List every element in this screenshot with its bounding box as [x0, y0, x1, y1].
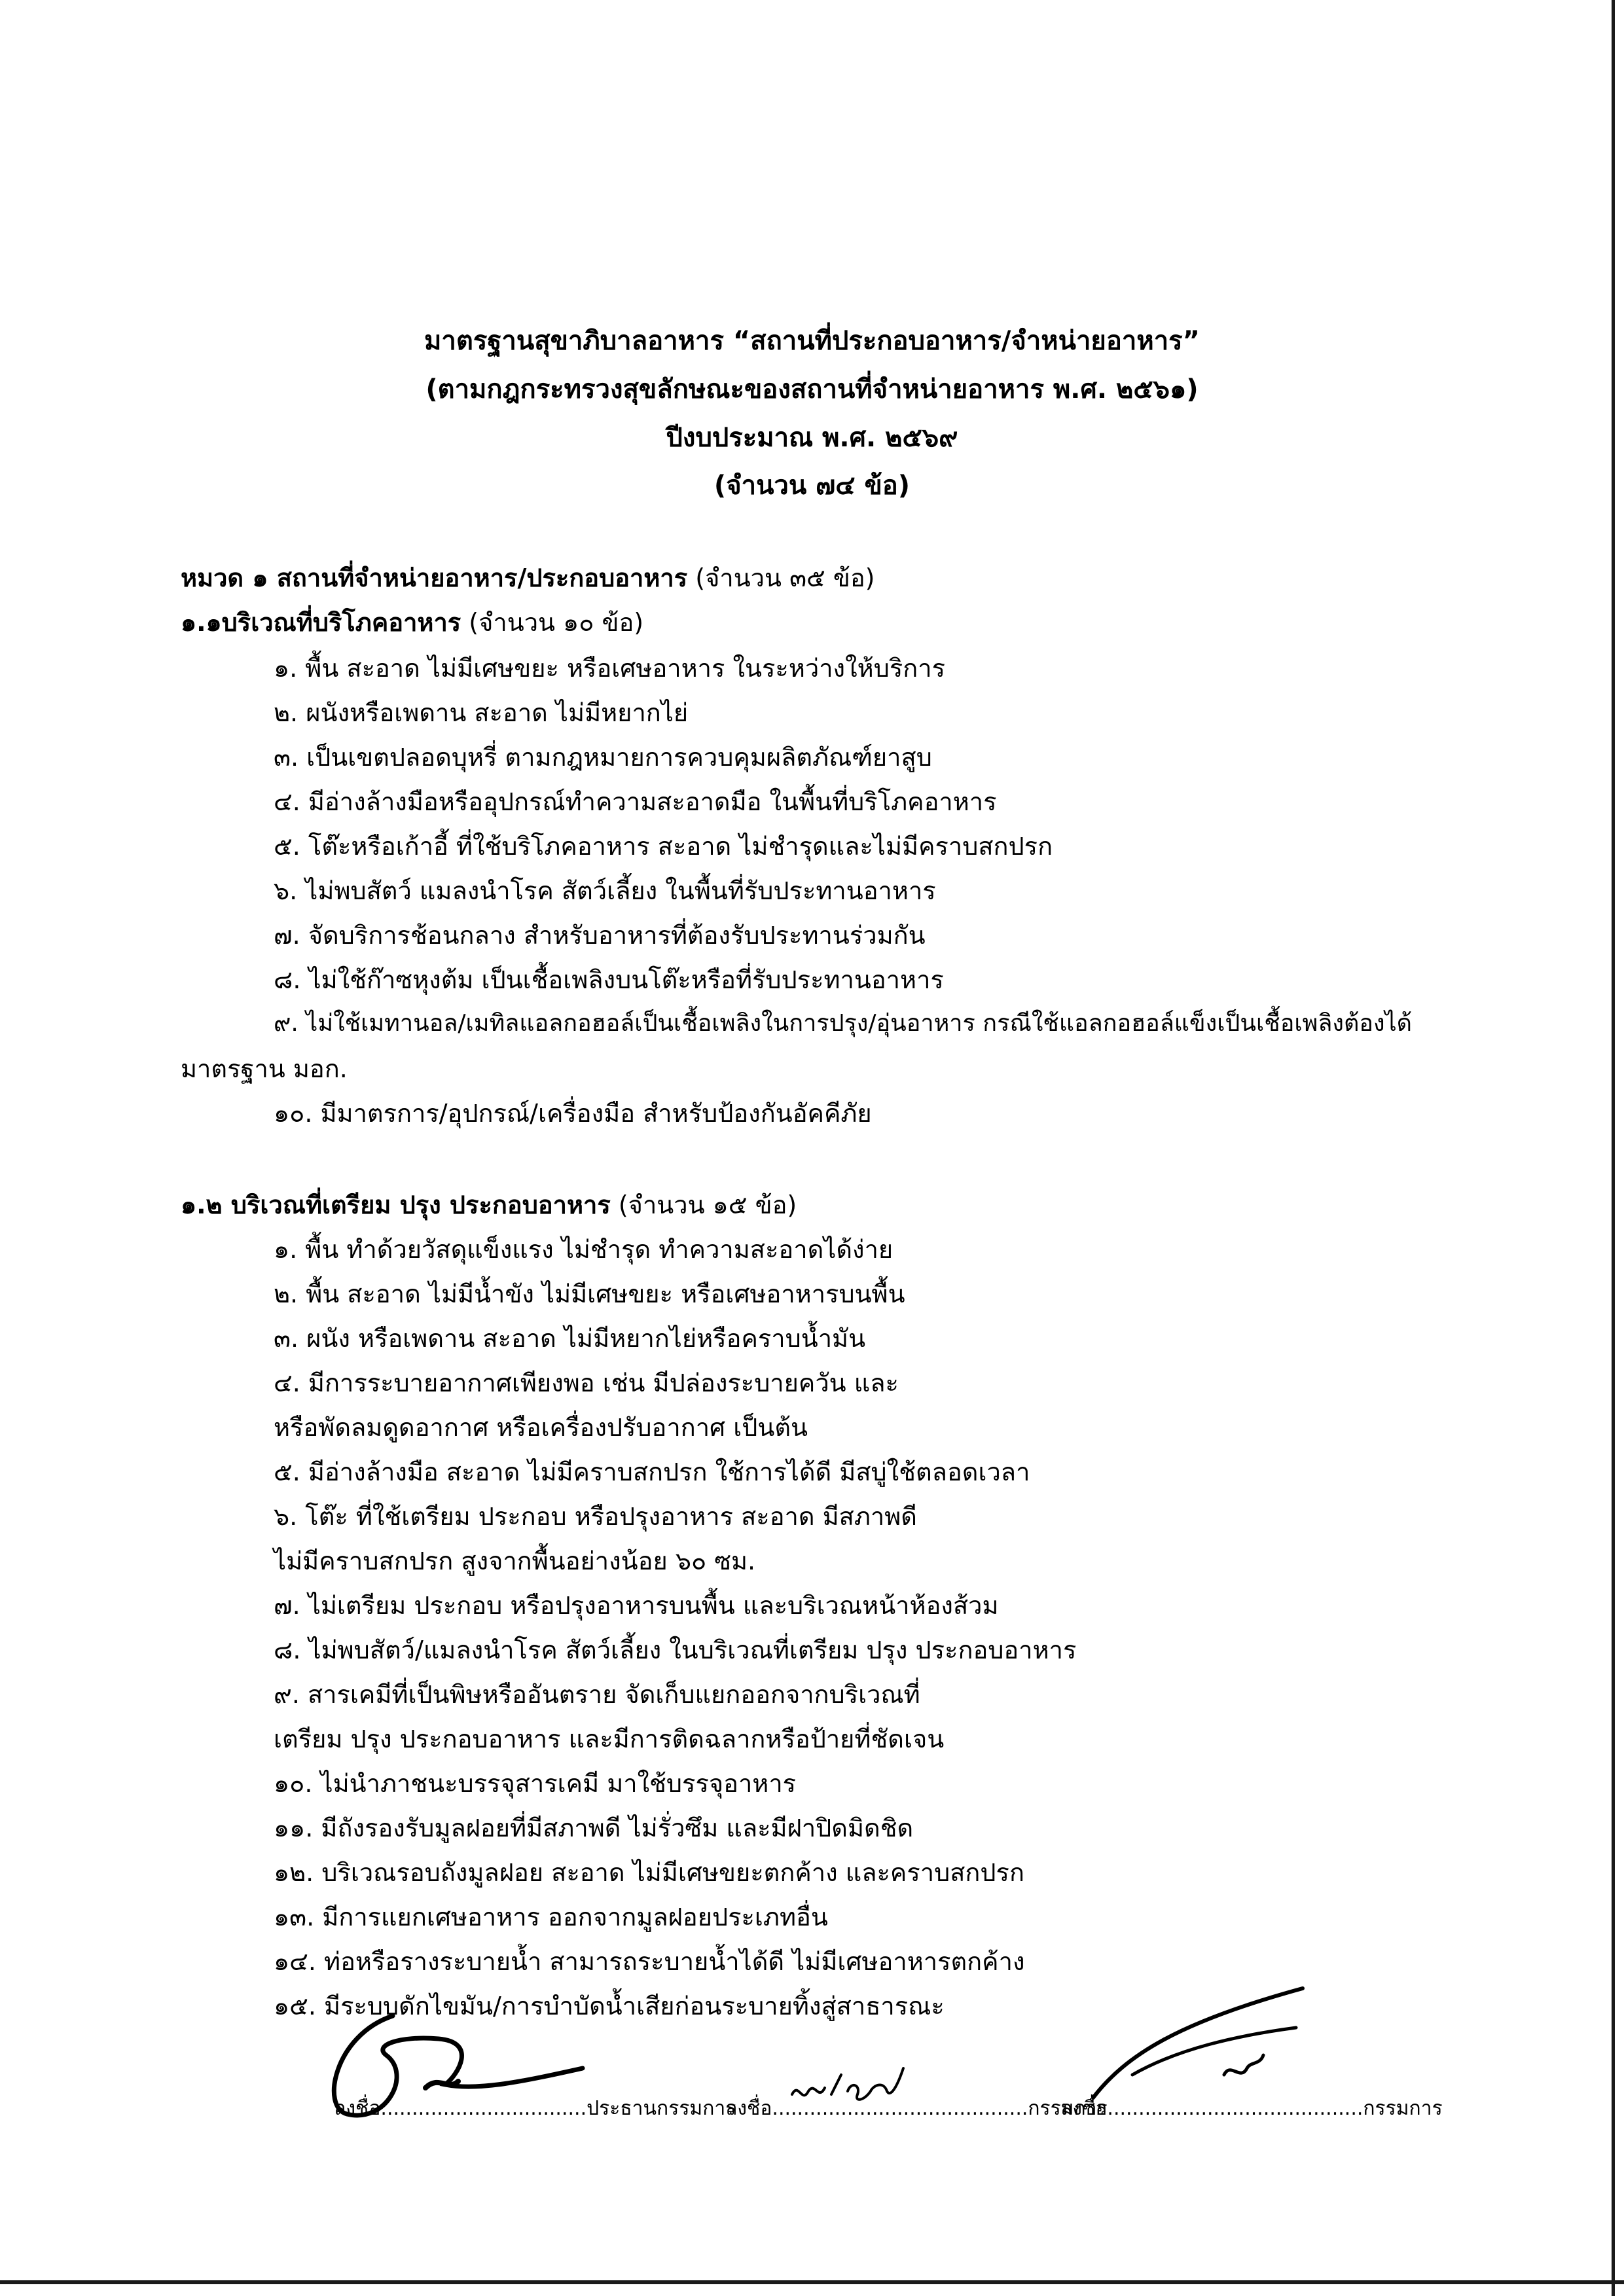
- section-label: ๑.๒ บริเวณที่เตรียม ปรุง ประกอบอาหาร: [181, 1191, 611, 1219]
- list-item: ๗. ไม่เตรียม ประกอบ หรือปรุงอาหารบนพื้น และบริเวณหน้าห้องส้วม: [274, 1591, 999, 1620]
- section-count: (จำนวน ๑๕ ข้อ): [610, 1191, 797, 1219]
- signature-member-2: ลงชื่อ.........................................กรรมการ: [1060, 2097, 1443, 2120]
- list-item: ๑๓. มีการแยกเศษอาหาร ออกจากมูลฝอยประเภทอื่น: [274, 1903, 828, 1931]
- item-total: (จำนวน ๗๔ ข้อ): [713, 471, 911, 501]
- list-item: ๙. สารเคมีที่เป็นพิษหรืออันตราย จัดเก็บแยกออกจากบริเวณที่: [274, 1680, 920, 1709]
- list-item: ๑๐. ไม่นำภาชนะบรรจุสารเคมี มาใช้บรรจุอาหาร: [274, 1769, 797, 1798]
- category-label: หมวด ๑ สถานที่จำหน่ายอาหาร/ประกอบอาหาร: [181, 564, 688, 592]
- list-item-continuation: เตรียม ปรุง ประกอบอาหาร และมีการติดฉลากหรือป้ายที่ชัดเจน: [274, 1725, 945, 1753]
- section-label: ๑.๑บริเวณที่บริโภคอาหาร: [181, 608, 461, 637]
- category-count: (จำนวน ๓๕ ข้อ): [687, 564, 875, 592]
- list-item: ๗. จัดบริการช้อนกลาง สำหรับอาหารที่ต้องรับประทานร่วมกัน: [274, 921, 926, 950]
- document-title: มาตรฐานสุขาภิบาลอาหาร “สถานที่ประกอบอาหาร/จำหน่ายอาหาร”: [424, 326, 1200, 356]
- page-edge-bottom: [0, 2280, 1624, 2284]
- signature-member-1: ลงชื่อ.........................................กรรมการ: [725, 2097, 1108, 2120]
- section-count: (จำนวน ๑๐ ข้อ): [461, 608, 644, 637]
- fiscal-year: ปีงบประมาณ พ.ศ. ๒๕๖๙: [666, 423, 958, 453]
- list-item-continuation: หรือพัดลมดูดอากาศ หรือเครื่องปรับอากาศ เป็นต้น: [274, 1413, 808, 1442]
- list-item: ๖. ไม่พบสัตว์ แมลงนำโรค สัตว์เลี้ยง ในพื้นที่รับประทานอาหาร: [274, 876, 936, 905]
- category-heading: [181, 558, 875, 598]
- list-item: ๖. โต๊ะ ที่ใช้เตรียม ประกอบ หรือปรุงอาหาร สะอาด มีสภาพดี: [274, 1502, 917, 1531]
- list-item: ๑๐. มีมาตรการ/อุปกรณ์/เครื่องมือ สำหรับป้องกันอัคคีภัย: [274, 1099, 872, 1128]
- list-item: ๘. ไม่พบสัตว์/แมลงนำโรค สัตว์เลี้ยง ในบริเวณที่เตรียม ปรุง ประกอบอาหาร: [274, 1636, 1077, 1664]
- list-item: ๒. พื้น สะอาด ไม่มีน้ำขัง ไม่มีเศษขยะ หรือเศษอาหารบนพื้น: [274, 1280, 905, 1308]
- list-item: ๑. พื้น สะอาด ไม่มีเศษขยะ หรือเศษอาหาร ในระหว่างให้บริการ: [274, 654, 945, 683]
- list-item: ๕. มีอ่างล้างมือ สะอาด ไม่มีคราบสกปรก ใช้การได้ดี มีสบู่ใช้ตลอดเวลา: [274, 1458, 1030, 1486]
- handwritten-signature-member-2: [1087, 1977, 1322, 2114]
- list-item: ๓. เป็นเขตปลอดบุหรี่ ตามกฎหมายการควบคุมผลิตภัณฑ์ยาสูบ: [274, 743, 932, 772]
- signature-chairman: ลงชื่อ.................................ประธานกรรมการ: [334, 2097, 736, 2120]
- list-item: ๘. ไม่ใช้ก๊าซหุงต้ม เป็นเชื้อเพลิงบนโต๊ะหรือที่รับประทานอาหาร: [274, 965, 944, 994]
- handwritten-signature-chairman: [308, 1977, 753, 2134]
- document-subtitle: (ตามกฎกระทรวงสุขลักษณะของสถานที่จำหน่ายอาหาร พ.ศ. ๒๕๖๑): [425, 374, 1199, 404]
- section-heading: [181, 602, 643, 642]
- list-item: ๑๑. มีถังรองรับมูลฝอยที่มีสภาพดี ไม่รั่วซึม และมีฝาปิดมิดชิด: [274, 1814, 914, 1842]
- list-item: ๑๔. ท่อหรือรางระบายน้ำ สามารถระบายน้ำได้ดี ไม่มีเศษอาหารตกค้าง: [274, 1947, 1025, 1976]
- list-item-continuation: ไม่มีคราบสกปรก สูงจากพื้นอย่างน้อย ๖๐ ซม.: [274, 1547, 756, 1575]
- list-item: ๔. มีอ่างล้างมือหรืออุปกรณ์ทำความสะอาดมือ ในพื้นที่บริโภคอาหาร: [274, 787, 997, 816]
- list-item: ๙. ไม่ใช้เมทานอล/เมทิลแอลกอฮอล์เป็นเชื้อเพลิงในการปรุง/อุ่นอาหาร กรณีใช้แอลกอฮอล์แข็งเป็นเชื้อเพลิงต้องได้: [274, 1010, 1413, 1037]
- list-item: ๑๒. บริเวณรอบถังมูลฝอย สะอาด ไม่มีเศษขยะตกค้าง และคราบสกปรก: [274, 1858, 1024, 1887]
- list-item: ๕. โต๊ะหรือเก้าอี้ ที่ใช้บริโภคอาหาร สะอาด ไม่ชำรุดและไม่มีคราบสกปรก: [274, 832, 1053, 861]
- handwritten-date: [785, 2055, 916, 2121]
- list-item: ๑๕. มีระบบดักไขมัน/การบำบัดน้ำเสียก่อนระบายทิ้งสู่สาธารณะ: [274, 1992, 945, 2020]
- section-heading: [181, 1185, 797, 1225]
- list-item: ๒. ผนังหรือเพดาน สะอาด ไม่มีหยากไย่: [274, 698, 689, 727]
- list-item: ๑. พื้น ทำด้วยวัสดุแข็งแรง ไม่ชำรุด ทำความสะอาดได้ง่าย: [274, 1235, 893, 1264]
- list-item: ๓. ผนัง หรือเพดาน สะอาด ไม่มีหยากไย่หรือคราบน้ำมัน: [274, 1324, 866, 1353]
- list-item: ๔. มีการระบายอากาศเพียงพอ เช่น มีปล่องระบายควัน และ: [274, 1369, 899, 1397]
- list-item-continuation: มาตรฐาน มอก.: [181, 1054, 348, 1083]
